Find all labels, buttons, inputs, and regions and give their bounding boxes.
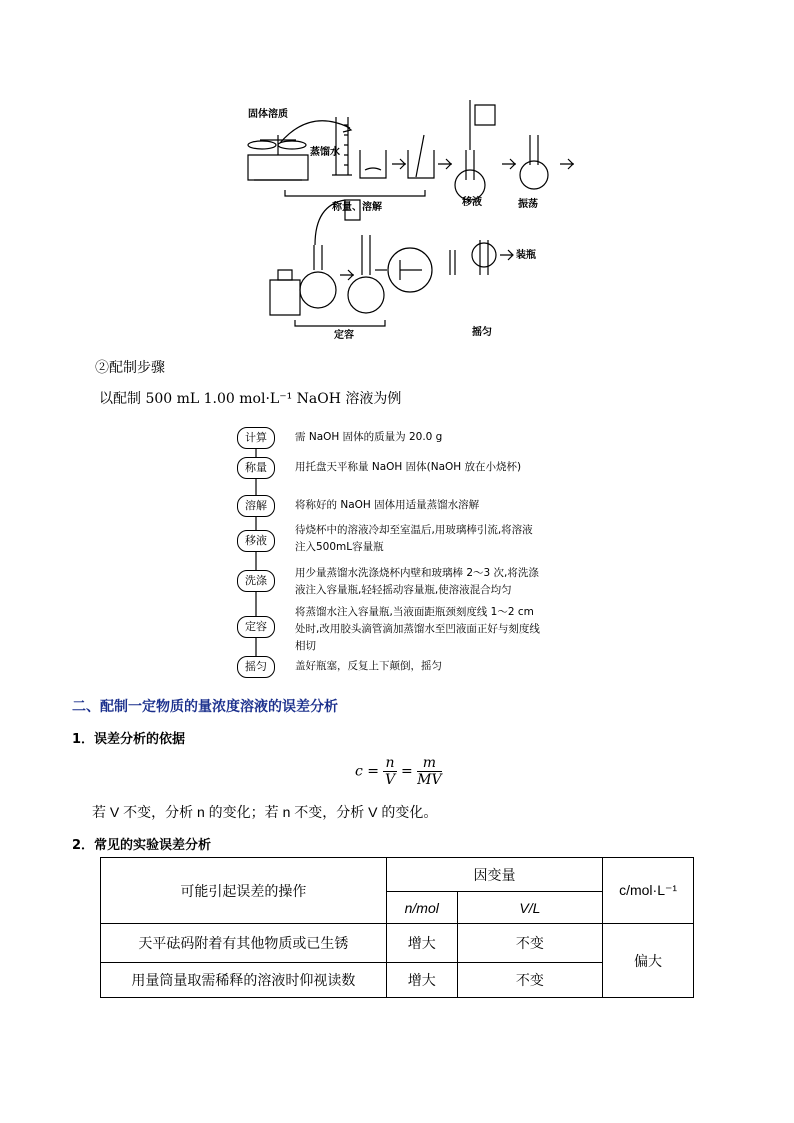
table-row: 用量筒量取需稀释的溶液时仰视读数 增大 不变	[101, 963, 694, 998]
flow-node-calc: 计算	[237, 427, 275, 449]
flow-desc-wash: 用少量蒸馏水洗涤烧杯内壁和玻璃棒 2～3 次,将洗涤 液注入容量瓶,轻轻摇动容量瓶,使溶液混合均匀	[295, 567, 539, 596]
flow-node-mix: 摇匀	[237, 656, 275, 678]
steps-title: ②配制步骤	[95, 360, 165, 376]
subheading-basis: 1．误差分析的依据	[72, 732, 186, 747]
flow-desc-volume: 将蒸馏水注入容量瓶,当液面距瓶颈刻度线 1～2 cm 处时,改用胶头滴管滴加蒸馏水至凹液面正好与刻度线 相切	[295, 606, 540, 652]
flow-desc-calc: 需 NaOH 固体的质量为 20.0 g	[295, 431, 443, 443]
flow-desc-weigh: 用托盘天平称量 NaOH 固体(NaOH 放在小烧杯)	[295, 461, 522, 473]
header-V: V/L	[457, 892, 602, 924]
table-row: 天平砝码附着有其他物质或已生锈 增大 不变 偏大	[101, 924, 694, 963]
analysis-text: 若 V 不变，分析 n 的变化；若 n 不变，分析 V 的变化。	[92, 804, 438, 820]
header-variable: 因变量	[386, 858, 602, 892]
error-analysis-table	[100, 857, 694, 998]
flow-desc-dissolve: 将称好的 NaOH 固体用适量蒸馏水溶解	[295, 499, 480, 511]
subheading-common-errors: 2．常见的实验误差分析	[72, 838, 212, 853]
header-n: n/mol	[386, 892, 457, 924]
flow-node-wash: 洗涤	[237, 570, 275, 592]
flow-node-weigh: 称量	[237, 457, 275, 479]
result-cell: 偏大	[603, 924, 694, 998]
flow-desc-mix: 盖好瓶塞，反复上下颠倒，摇匀	[295, 660, 442, 672]
example-text: 以配制 500 mL 1.00 mol·L⁻¹ NaOH 溶液为例	[99, 391, 402, 407]
flow-node-dissolve: 溶解	[237, 495, 275, 517]
flow-desc-transfer: 待烧杯中的溶液冷却至室温后,用玻璃棒引流,将溶液 注入500mL容量瓶	[295, 524, 533, 553]
lab-apparatus-diagram	[240, 95, 580, 345]
formula: c = $\frac{n}{V}$ = $\frac{m}{MV}$	[355, 755, 442, 788]
section-heading: 二、配制一定物质的量浓度溶液的误差分析	[72, 699, 338, 715]
label-solid-solute: 固体溶质	[248, 109, 288, 120]
header-operation: 可能引起误差的操作	[101, 858, 387, 924]
flow-node-transfer: 移液	[237, 530, 275, 552]
label-transfer: 移液	[462, 197, 482, 208]
flow-node-volume: 定容	[237, 616, 275, 638]
label-distilled-water: 蒸馏水	[310, 147, 340, 158]
label-weigh-dissolve: 称量、溶解	[332, 202, 382, 213]
label-mix: 摇匀	[472, 327, 492, 338]
label-shake: 振荡	[518, 199, 538, 210]
header-concentration: c/mol·L⁻¹	[603, 858, 694, 924]
label-bottle: 装瓶	[516, 250, 536, 261]
label-constant-volume: 定容	[334, 330, 354, 341]
